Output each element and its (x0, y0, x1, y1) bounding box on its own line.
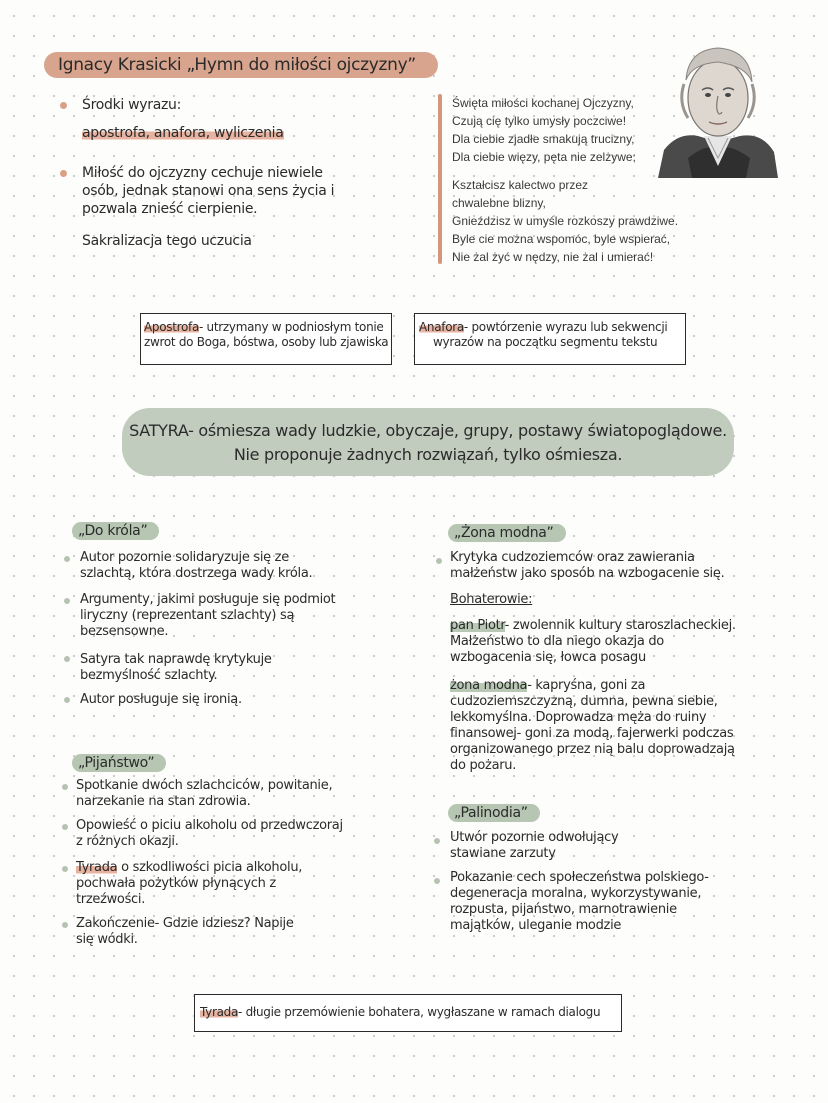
poem-stanza-2 (452, 176, 678, 266)
poem-line: Czują cię tylko umysły poczciwe! (452, 114, 627, 128)
poem-line: Gnieździsz w umyśle rozkoszy prawdziwe. (452, 214, 679, 228)
text-line: Zakończenie- Gdzie idziesz? Napije (76, 916, 294, 931)
bullet-dot (60, 170, 67, 177)
text-line: Argumenty, jakimi posługuje się podmiot (80, 592, 336, 607)
term-highlight: Tyrada (76, 860, 118, 875)
poem-stanza-1 (452, 94, 636, 166)
definition-text: wyrazów na początku segmentu tekstu (433, 335, 658, 349)
text-line: stawiane zarzuty (450, 846, 556, 861)
bullet-dot (434, 838, 440, 844)
term-highlight: żona modna (450, 678, 528, 693)
definition-text: zwrot do Boga, bóstwa, osoby lub zjawiska (144, 335, 389, 349)
definition-term: Anafora (419, 320, 464, 334)
poem-line: Nie żal żyć w nędzy, nie żal i umierać! (452, 250, 654, 264)
do-krola-point (80, 652, 272, 684)
text-line: lekkomyślna. Doprowadza męża do ruiny (450, 710, 707, 725)
satyra-line: SATYRA- ośmiesza wady ludzkie, obyczaje, grupy, postawy światopoglądowe. (129, 421, 727, 440)
definition-term: Tyrada (200, 1005, 239, 1019)
milosc-line: Miłość do ojczyzny cechuje niewiele (82, 165, 323, 181)
text-line: degeneracja moralna, wykorzystywanie, (450, 886, 702, 901)
poem-line: Święta miłości kochanej Ojczyzny, (452, 96, 634, 110)
poem-line: chwalebne blizny, (452, 196, 546, 210)
pijanstwo-point (76, 818, 343, 850)
bullet-dot (62, 866, 68, 872)
text-line (450, 678, 735, 694)
pijanstwo-point (76, 778, 332, 810)
text-line: Utwór pozornie odwołujący (450, 830, 619, 845)
text-line: małżeństw jako sposób na wzbogacenie się. (450, 566, 725, 581)
text-line: bezmyślność szlachty. (80, 668, 218, 683)
bullet-dot (64, 556, 70, 562)
text-line: Krytyka cudzoziemców oraz zawierania (450, 550, 695, 565)
text-line: rozpusta, pijaństwo, marnotrawienie (450, 902, 677, 917)
bullet-dot (62, 784, 68, 790)
text-line: Autor pozornie solidaryzuje się ze (80, 550, 289, 565)
pijanstwo-point (76, 860, 302, 908)
bullet-dot (64, 656, 70, 662)
milosc-line: osób, jednak stanowi ona sens życia i (82, 183, 335, 199)
bullet-dot (64, 697, 70, 703)
term-highlight: pan Piotr (450, 618, 505, 633)
definition-box-tyrada (194, 994, 622, 1032)
text-line: organizowanego przez nią balu doprowadzają (450, 742, 735, 757)
piotr-description (450, 618, 736, 666)
milosc-text (82, 164, 334, 218)
zona-description (450, 678, 735, 774)
text-line: Spotkanie dwóch szlachciców, powitanie, (76, 778, 333, 793)
section-title-pijanstwo: „Pijaństwo” (72, 754, 166, 772)
text-line: majątków, uleganie modzie (450, 918, 622, 933)
zona-modna-point (450, 550, 724, 582)
text-line: się wódki. (76, 932, 138, 947)
do-krola-point: Autor posługuje się ironią. (80, 692, 242, 707)
definition-line (144, 320, 387, 335)
do-krola-point (80, 550, 312, 582)
text-line: szlachtą, która dostrzega wady króla. (80, 566, 313, 581)
srodki-items (82, 124, 284, 142)
satyra-line: Nie proponuje żadnych rozwiązań, tylko ośmiesza. (233, 445, 623, 464)
text-line: Pokazanie cech społeczeństwa polskiego- (450, 870, 709, 885)
text-line: do pożaru. (450, 758, 517, 773)
section-title-zona-modna: „Żona modna” (448, 524, 566, 542)
palinodia-point (450, 870, 709, 934)
page-title: Ignacy Krasicki „Hymn do miłości ojczyzny” (44, 52, 438, 78)
definition-text: - długie przemówienie bohatera, wygłaszane w ramach dialogu (238, 1005, 601, 1019)
text-line: - kapryśna, goni za (527, 678, 646, 693)
text-line: o szkodliwości picia alkoholu, (117, 860, 303, 875)
bullet-dot (434, 878, 440, 884)
text-line: Małżeństwo to dla niego okazja do (450, 634, 664, 649)
text-line: cudzoziemszczyzną, dumna, pewna siebie, (450, 694, 718, 709)
definition-box-apostrofa (140, 313, 392, 365)
text-line: pochwała pożytków płynących z (76, 876, 276, 891)
text-line: narzekanie na stan zdrowia. (76, 794, 251, 809)
text-line (76, 860, 302, 876)
definition-text: - utrzymany w podniosłym tonie (199, 320, 384, 334)
palinodia-point (450, 830, 618, 862)
pijanstwo-point (76, 916, 294, 948)
do-krola-point (80, 592, 335, 640)
bullet-dot (436, 558, 442, 564)
portrait-image (658, 40, 778, 178)
definition-text: - powtórzenie wyrazu lub sekwencji (463, 320, 668, 334)
text-line: Satyra tak naprawdę krytykuje (80, 652, 272, 667)
milosc-line: pozwala znieść cierpienie. (82, 201, 258, 217)
poem-line: Byle cie można wspomóc, byle wspierać, (452, 232, 671, 246)
text-line: - zwolennik kultury staroszlacheckiej. (504, 618, 736, 633)
poem-line: Kształcisz kalectwo przez (452, 178, 589, 192)
srodki-items-text: apostrofa, anafora, wyliczenia (82, 125, 284, 141)
poem-bar (438, 94, 442, 264)
text-line: wzbogacenia się, łowca posagu (450, 650, 646, 665)
sakralizacja-text: Sakralizacja tego uczucia (82, 233, 252, 249)
text-line: trzeźwości. (76, 892, 146, 907)
text-line: liryczny (reprezentant szlachty) są (80, 608, 295, 623)
bohaterowie-label: Bohaterowie: (450, 592, 533, 607)
text-line: finansowej- goni za modą, fajerwerki podczas (450, 726, 734, 741)
srodki-label: Środki wyrazu: (82, 97, 182, 113)
satyra-banner (122, 408, 734, 476)
definition-box-anafora (414, 313, 686, 365)
bullet-dot (60, 102, 67, 109)
definition-term: Apostrofa (144, 320, 200, 334)
bullet-dot (64, 598, 70, 604)
poem-line: Dla ciebie zjadłe smakują trucizny, (452, 132, 635, 146)
bullet-dot (62, 922, 68, 928)
text-line: bezsensowne. (80, 624, 169, 639)
poem-line: Dla ciebie więzy, pęta nie zelżywe; (452, 150, 636, 164)
section-title-palinodia: „Palinodia” (448, 804, 540, 822)
section-title-do-krola: „Do króla” (72, 522, 159, 540)
definition-line (419, 320, 681, 335)
text-line (450, 618, 736, 634)
bullet-dot (62, 824, 68, 830)
text-line: Opowieść o piciu alkoholu od przedwczoraj (76, 818, 343, 833)
text-line: z różnych okazji. (76, 834, 179, 849)
